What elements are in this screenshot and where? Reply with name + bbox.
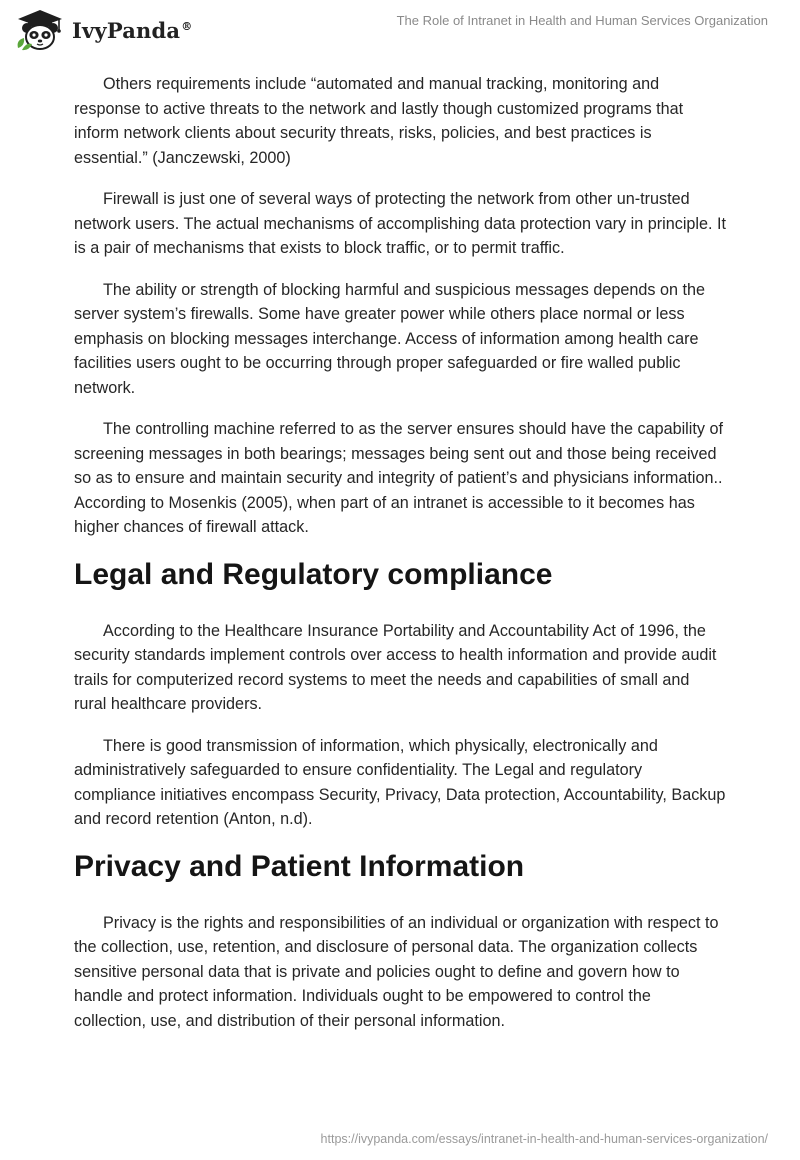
paragraph-3: The ability or strength of blocking harmful and suspicious messages depends on the server system’s firewalls. Some have greater power while others place normal or less emphasis on blocking messages interchange. Access of information among health care facilities users ought to be occurring through proper safeguarded or fire walled public network.	[74, 280, 705, 397]
section-heading-legal: Legal and Regulatory compliance	[74, 557, 553, 591]
source-url[interactable]: https://ivypanda.com/essays/intranet-in-health-and-human-services-organization/	[320, 1132, 768, 1146]
paragraph-6: There is good transmission of information, which physically, electronically and administratively safeguarded to ensure confidentiality. The Legal and regulatory compliance initiatives encompass Security, Privacy, Data protection, Accountability, Backup and record retention (Anton, n.d).	[74, 736, 726, 828]
panda-graduate-icon	[14, 8, 66, 52]
brand-name: IvyPanda®	[72, 17, 193, 43]
ivypanda-logo[interactable]	[14, 8, 192, 52]
document-title: The Role of Intranet in Health and Human Services Organization	[396, 13, 768, 28]
paragraph-5: According to the Healthcare Insurance Portability and Accountability Act of 1996, the security standards implement controls over access to health information and provide audit trails for computerized record systems to meet the needs and capabilities of small and rural healthcare providers.	[74, 621, 717, 713]
section-heading-privacy: Privacy and Patient Information	[74, 849, 525, 883]
article-body	[74, 72, 726, 1050]
paragraph-1: Others requirements include “automated and manual tracking, monitoring and response to active threats to the network and lastly though customized programs that inform network clients about security threats, risks, policies, and best practices is essential.” (Janczewski, 2000)	[74, 75, 684, 167]
paragraph-7: Privacy is the rights and responsibilities of an individual or organization with respect to the collection, use, retention, and disclosure of personal data. The organization collects sensitive personal data that is private and policies ought to define and govern how to handle and protect information. Individuals ought to be empowered to control the collection, use, and distribution of their personal information.	[74, 913, 719, 1030]
paragraph-4: The controlling machine referred to as the server ensures should have the capability of screening messages in both bearings; messages being sent out and those being received so as to ensure and maintain security and integrity of patient’s and physicians information.. According to Mosenkis (2005), when part of an intranet is accessible to it becomes has higher chances of firewall attack.	[74, 420, 723, 536]
paragraph-2: Firewall is just one of several ways of protecting the network from other un-trusted network users. The actual mechanisms of accomplishing data protection vary in principle. It is a pair of mechanisms that exists to block traffic, or to permit traffic.	[74, 190, 727, 257]
page-header	[0, 0, 800, 60]
